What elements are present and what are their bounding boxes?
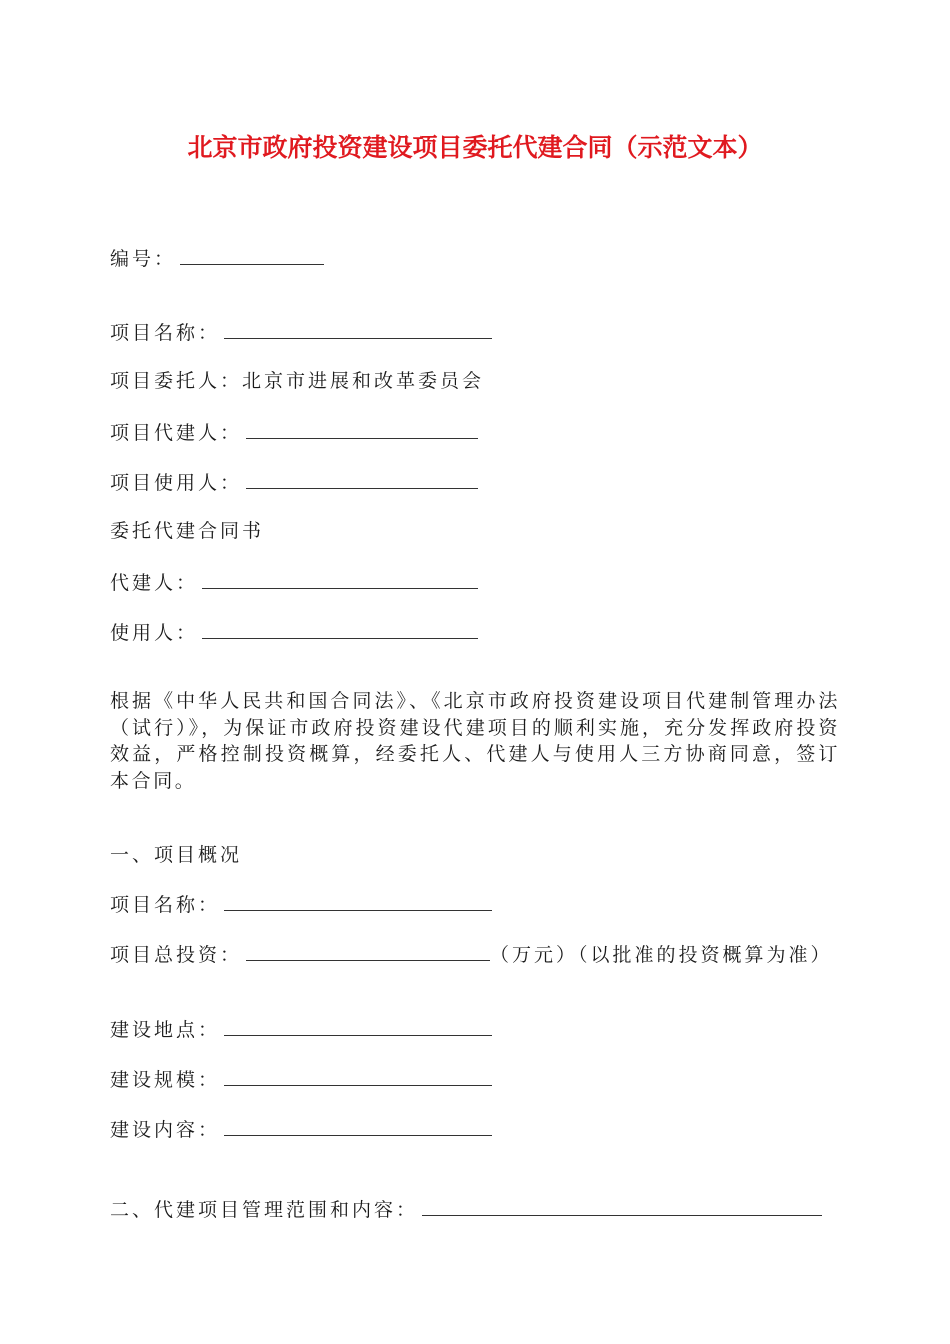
section2-heading: 二、代建项目管理范围和内容： — [110, 1199, 419, 1221]
agent-row — [110, 418, 478, 446]
content-blank[interactable] — [224, 1115, 492, 1136]
s1-project-name-blank[interactable] — [224, 890, 492, 911]
number-blank[interactable] — [180, 244, 324, 265]
location-row — [110, 1015, 492, 1043]
scale-row — [110, 1065, 492, 1093]
content-label: 建设内容： — [110, 1119, 221, 1141]
section2-blank[interactable] — [422, 1195, 822, 1216]
book-user-blank[interactable] — [202, 618, 478, 639]
book-agent-label: 代建人： — [110, 572, 199, 594]
content-row — [110, 1115, 492, 1143]
scale-label: 建设规模： — [110, 1069, 221, 1091]
project-name-blank[interactable] — [224, 318, 492, 339]
s1-project-name-row — [110, 890, 492, 918]
document-title: 北京市政府投资建设项目委托代建合同（示范文本） — [187, 133, 763, 162]
location-blank[interactable] — [224, 1015, 492, 1036]
total-investment-label: 项目总投资： — [110, 944, 243, 966]
total-investment-blank[interactable] — [246, 940, 490, 961]
project-name-label: 项目名称： — [110, 322, 221, 344]
book-user-label: 使用人： — [110, 622, 199, 644]
preamble-paragraph: 根据《中华人民共和国合同法》、《北京市政府投资建设项目代建制管理办法（试行）》，为保证市政府投资建设代建项目的顺利实施，充分发挥政府投资效益，严格控制投资概算，经委托人、代建人与使用人三方协商同意，签订本合同。 — [110, 690, 840, 792]
user-label: 项目使用人： — [110, 472, 243, 494]
user-blank[interactable] — [246, 468, 478, 489]
user-row — [110, 468, 478, 496]
book-user-row — [110, 618, 478, 646]
total-investment-unit: （万元）（以批准的投资概算为准） — [490, 944, 833, 966]
client-value: 北京市进展和改革委员会 — [242, 370, 485, 392]
client-label: 项目委托人： — [110, 370, 243, 392]
book-agent-row — [110, 568, 478, 596]
contract-book-heading: 委托代建合同书 — [110, 520, 265, 542]
section2-row — [110, 1195, 822, 1223]
section1-heading: 一、项目概况 — [110, 844, 243, 866]
number-label: 编号： — [110, 248, 177, 270]
total-investment-row — [110, 940, 840, 968]
location-label: 建设地点： — [110, 1019, 221, 1041]
scale-blank[interactable] — [224, 1065, 492, 1086]
number-field-row — [110, 244, 324, 272]
client-row — [110, 368, 484, 394]
agent-label: 项目代建人： — [110, 422, 243, 444]
s1-project-name-label: 项目名称： — [110, 894, 221, 916]
project-name-row — [110, 318, 492, 346]
agent-blank[interactable] — [246, 418, 478, 439]
book-agent-blank[interactable] — [202, 568, 478, 589]
